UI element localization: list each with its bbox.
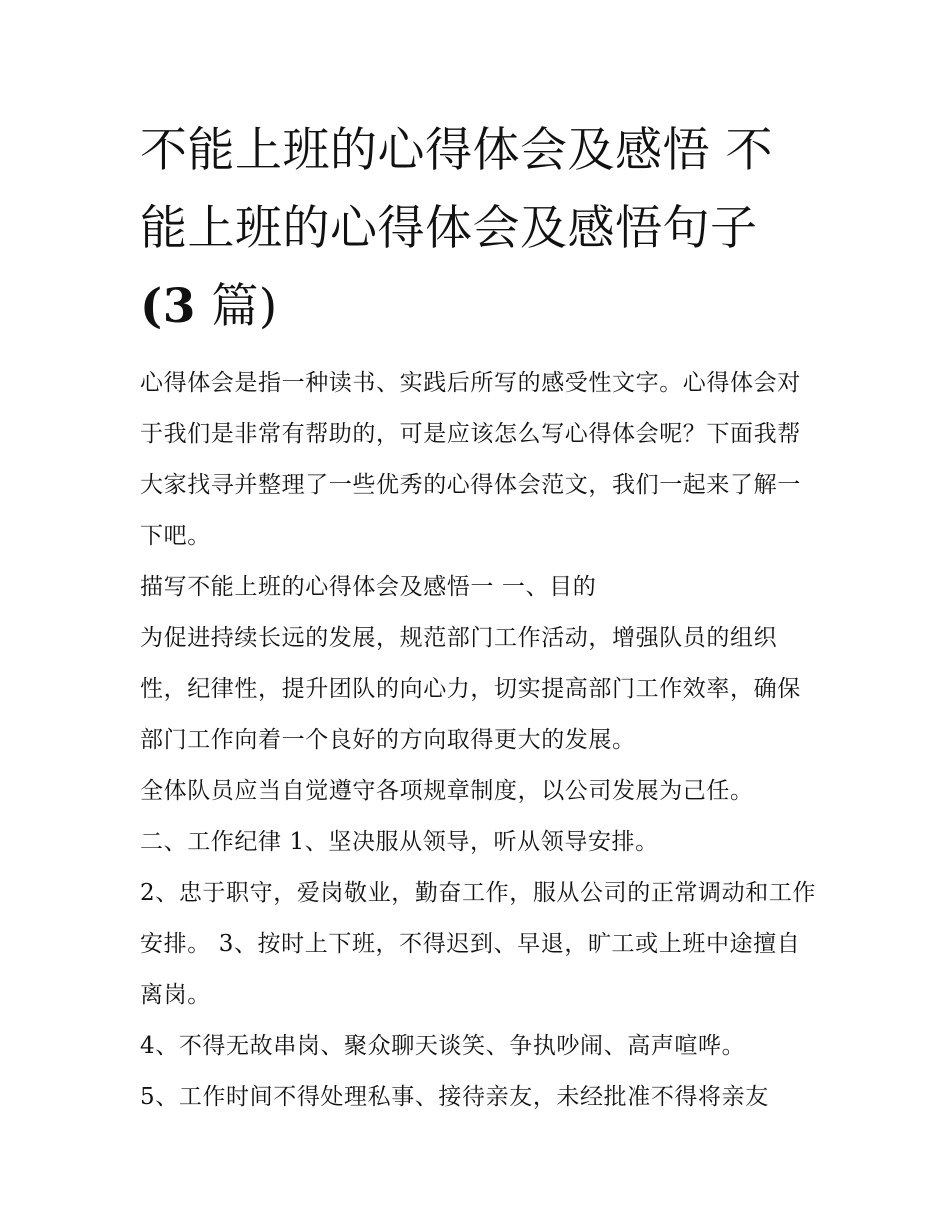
document-title <box>140 112 820 346</box>
paragraph-intro: 心得体会是指一种读书、实践后所写的感受性文字。心得体会对于我们是非常有帮助的，可是应该怎么写心得体会呢？下面我帮大家找寻并整理了一些优秀的心得体会范文，我们一起来了解一下吧。 <box>140 370 801 549</box>
paragraph-purpose: 为促进持续长远的发展，规范部门工作活动，增强队员的组织性，纪律性，提升团队的向心力，切实提高部门工作效率，确保部门工作向着一个良好的方向取得更大的发展。 <box>140 625 801 753</box>
paragraph-discipline-1: 二、工作纪律 1、坚决服从领导，听从领导安排。 <box>140 829 659 855</box>
title-count: (3 <box>140 279 196 334</box>
document-body <box>140 112 820 1123</box>
paragraph-rules: 全体队员应当自觉遵守各项规章制度，以公司发展为己任。 <box>140 778 754 804</box>
paragraph-heading-purpose: 描写不能上班的心得体会及感悟一 一、目的 <box>140 574 597 600</box>
paragraph-discipline-4: 4、不得无故串岗、聚众聊天谈笑、争执吵闹、高声喧哗。 <box>140 1033 746 1059</box>
paragraph-discipline-2-3: 2、忠于职守，爱岗敬业，勤奋工作，服从公司的正常调动和工作安排。 3、按时上下班，不得迟到、早退，旷工或上班中途擅自离岗。 <box>140 880 817 1008</box>
title-line-2: 能上班的心得体会及感悟句子 <box>140 201 758 256</box>
title-line-1: 不能上班的心得体会及感悟 不 <box>140 123 773 178</box>
paragraph-discipline-5: 5、工作时间不得处理私事、接待亲友，未经批准不得将亲友 <box>140 1084 769 1110</box>
title-line-3: 篇) <box>195 279 278 334</box>
